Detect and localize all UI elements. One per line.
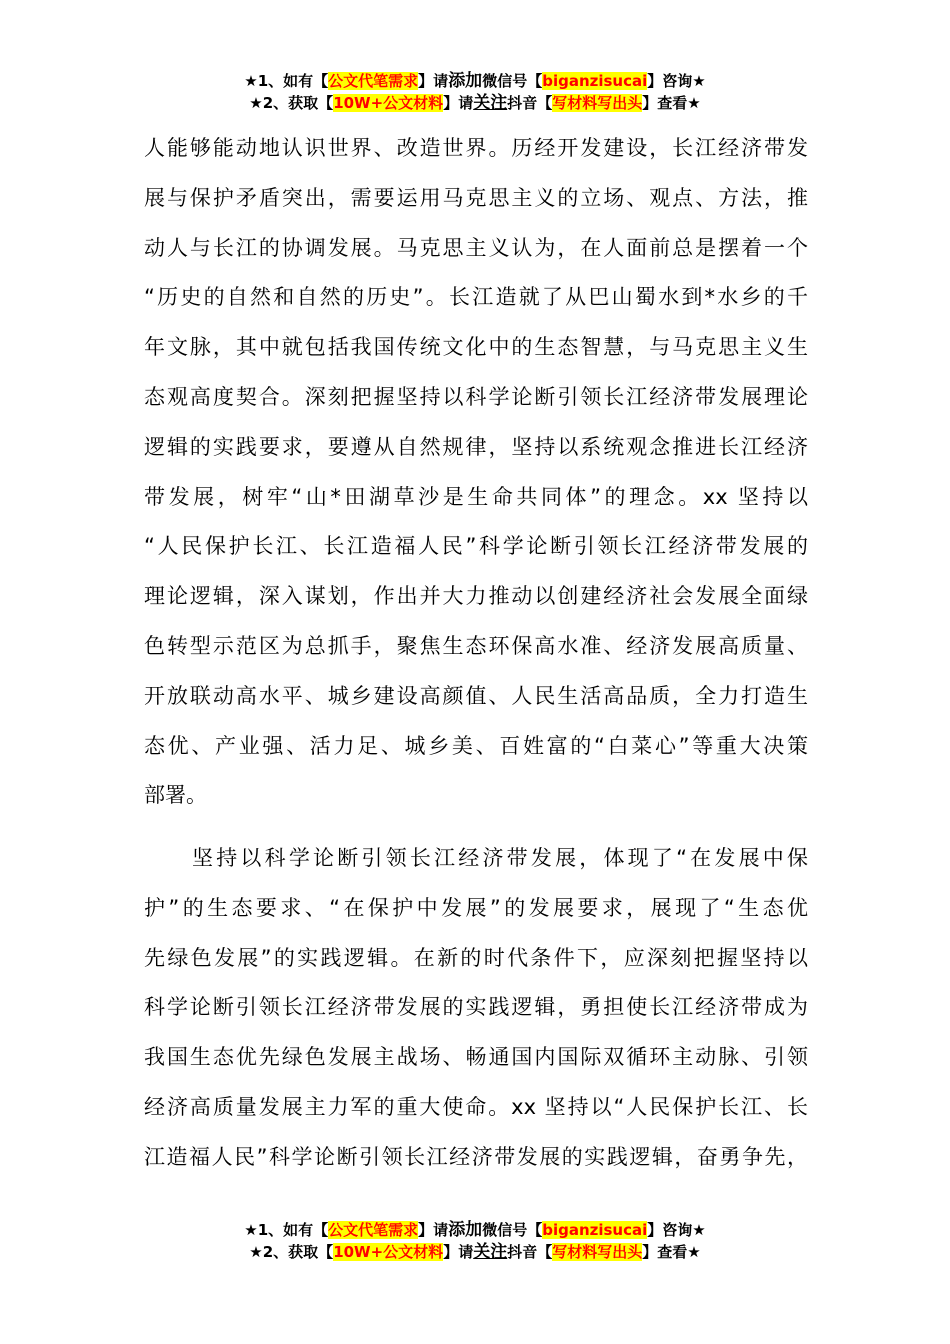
text-line: 护”的生态要求、“在保护中发展”的发展要求，展现了“生态优 <box>144 895 808 920</box>
banner-text: 抖音【 <box>507 94 553 112</box>
banner-highlight: 写材料写出头 <box>552 94 643 112</box>
text-line: 带发展，树牢“山*田湖草沙是生命共同体”的理念。xx 坚持以 <box>144 484 808 509</box>
text-line: 先绿色发展”的实践逻辑。在新的时代条件下，应深刻把握坚持以 <box>144 945 808 970</box>
banner-text: 】请 <box>418 1221 449 1239</box>
footer-banner <box>0 1219 950 1263</box>
text-line: 展与保护矛盾突出，需要运用马克思主义的立场、观点、方法，推 <box>144 185 808 210</box>
banner-highlight: 公文代笔需求 <box>328 1221 419 1239</box>
banner-emphasis: 关注 <box>473 1242 508 1262</box>
text-line: 我国生态优先绿色发展主战场、畅通国内国际双循环主动脉、引领 <box>144 1045 808 1070</box>
banner-highlight: 公文代笔需求 <box>328 72 419 90</box>
banner-text: 】查看★ <box>642 94 701 112</box>
banner-text: 】请 <box>443 1243 474 1261</box>
banner-emphasis: 添加 <box>448 1220 483 1240</box>
text-line: 态优、产业强、活力足、城乡美、百姓富的“白菜心”等重大决策 <box>144 733 808 758</box>
text-line: 人能够能动地认识世界、改造世界。历经开发建设，长江经济带发 <box>144 136 808 160</box>
banner-text: ★2、获取【 <box>249 94 334 112</box>
banner-text: ★2、获取【 <box>249 1243 334 1261</box>
text-line: 年文脉，其中就包括我国传统文化中的生态智慧，与马克思主义生 <box>144 335 808 360</box>
banner-highlight: 10W+公文材料 <box>333 1243 444 1261</box>
text-line: “人民保护长江、长江造福人民”科学论断引领长江经济带发展的 <box>144 534 808 559</box>
banner-emphasis: 关注 <box>473 93 508 113</box>
header-banner <box>0 70 950 114</box>
text-line: 动人与长江的协调发展。马克思主义认为，在人面前总是摆着一个 <box>144 235 808 260</box>
banner-highlight: biganzisucai <box>542 1221 648 1239</box>
banner-highlight: 写材料写出头 <box>552 1243 643 1261</box>
header-banner-line-1 <box>0 70 950 92</box>
banner-text: 】请 <box>418 72 449 90</box>
text-line: 江造福人民”科学论断引领长江经济带发展的实践逻辑，奋勇争先， <box>144 1144 808 1169</box>
banner-text: 】请 <box>443 94 474 112</box>
text-line: 理论逻辑，深入谋划，作出并大力推动以创建经济社会发展全面绿 <box>144 584 808 609</box>
banner-text: 】咨询★ <box>647 72 706 90</box>
text-line: 色转型示范区为总抓手，聚焦生态环保高水准、经济发展高质量、 <box>144 633 808 658</box>
banner-emphasis: 添加 <box>448 71 483 91</box>
paragraph-1 <box>144 124 808 821</box>
text-line: 经济高质量发展主力军的重大使命。xx 坚持以“人民保护长江、长 <box>144 1094 808 1119</box>
banner-text: 】查看★ <box>642 1243 701 1261</box>
text-line: 开放联动高水平、城乡建设高颜值、人民生活高品质，全力打造生 <box>144 683 808 708</box>
paragraph-2 <box>144 834 808 1183</box>
footer-banner-line-2 <box>0 1241 950 1263</box>
banner-text: ★1、如有【 <box>244 72 329 90</box>
banner-highlight: biganzisucai <box>542 72 648 90</box>
header-banner-line-2 <box>0 92 950 114</box>
banner-text: 】咨询★ <box>647 1221 706 1239</box>
text-line: 态观高度契合。深刻把握坚持以科学论断引领长江经济带发展理论 <box>144 384 808 409</box>
footer-banner-line-1 <box>0 1219 950 1241</box>
text-line: 逻辑的实践要求，要遵从自然规律，坚持以系统观念推进长江经济 <box>144 434 808 459</box>
banner-highlight: 10W+公文材料 <box>333 94 444 112</box>
text-line: 坚持以科学论断引领长江经济带发展，体现了“在发展中保 <box>192 846 808 870</box>
text-line: 部署。 <box>144 783 207 808</box>
banner-text: 微信号【 <box>482 72 543 90</box>
banner-text: 微信号【 <box>482 1221 543 1239</box>
text-line: “历史的自然和自然的历史”。长江造就了从巴山蜀水到*水乡的千 <box>144 285 808 310</box>
text-line: 科学论断引领长江经济带发展的实践逻辑，勇担使长江经济带成为 <box>144 995 808 1020</box>
banner-text: ★1、如有【 <box>244 1221 329 1239</box>
banner-text: 抖音【 <box>507 1243 553 1261</box>
